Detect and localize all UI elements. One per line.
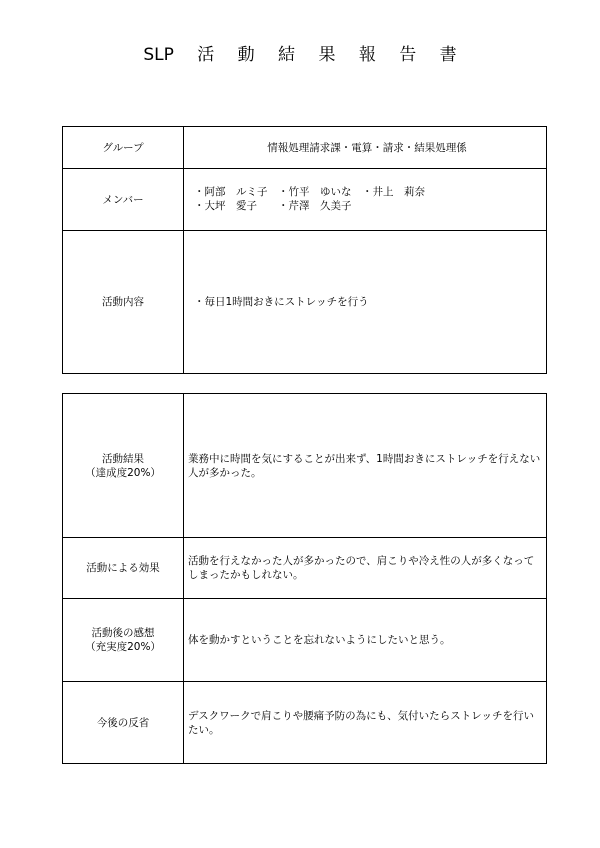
impression-label-line: （充実度20%） — [85, 641, 161, 653]
effect-label: 活動による効果 — [63, 538, 184, 599]
impression-value: 体を動かすということを忘れないようにしたいと思う。 — [184, 599, 547, 682]
activity-label: 活動内容 — [63, 231, 184, 374]
result-table — [62, 393, 547, 764]
result-label — [63, 394, 184, 538]
members-label: メンバー — [63, 169, 184, 231]
members-row — [63, 169, 547, 231]
title-char: 告 — [399, 45, 417, 65]
group-label: グループ — [63, 127, 184, 169]
result-label-line: 活動結果 — [102, 452, 144, 465]
title-char: 結 — [278, 45, 296, 65]
document-title — [0, 40, 600, 65]
group-row — [63, 127, 547, 169]
reflection-row — [63, 682, 547, 764]
effect-row — [63, 538, 547, 599]
result-value: 業務中に時間を気にすることが出来ず、1時間おきにストレッチを行えない人が多かった。 — [184, 394, 547, 538]
effect-value: 活動を行えなかった人が多かったので、肩こりや冷え性の人が多くなってしまったかもしれない。 — [184, 538, 547, 599]
activity-value: ・毎日1時間おきにストレッチを行う — [184, 231, 547, 374]
title-char: 報 — [358, 45, 376, 65]
activity-row — [63, 231, 547, 374]
info-table — [62, 126, 547, 374]
title-prefix: SLP — [143, 45, 174, 65]
title-char: 書 — [439, 45, 457, 65]
members-line: ・阿部 ルミ子 ・竹平 ゆいな ・井上 莉奈 — [194, 186, 425, 198]
title-char: 活 — [197, 45, 215, 65]
reflection-label: 今後の反省 — [63, 682, 184, 764]
result-label-line: （達成度20%） — [85, 466, 161, 479]
group-value: 情報処理請求課・電算・請求・結果処理係 — [184, 127, 547, 169]
impression-label-line: 活動後の感想 — [91, 627, 155, 639]
title-char: 動 — [237, 45, 255, 65]
members-line: ・大坪 愛子 ・芹澤 久美子 — [194, 200, 352, 212]
impression-label — [63, 599, 184, 682]
reflection-value: デスクワークで肩こりや腰痛予防の為にも、気付いたらストレッチを行いたい。 — [184, 682, 547, 764]
result-row — [63, 394, 547, 538]
members-value — [184, 169, 547, 231]
impression-row — [63, 599, 547, 682]
title-char: 果 — [318, 45, 336, 65]
